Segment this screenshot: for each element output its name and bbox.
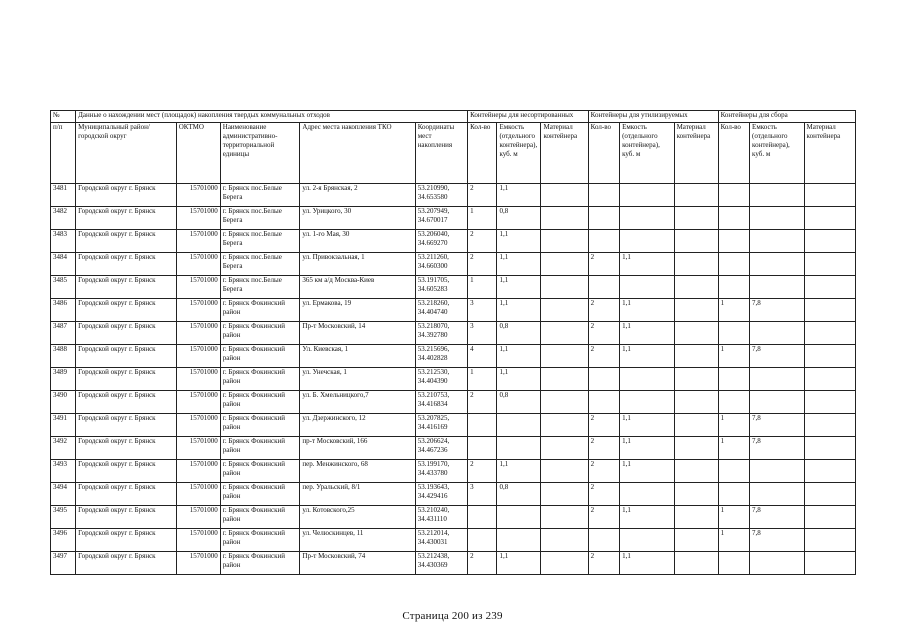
cell-unit: г. Брянск Фокинский район: [220, 437, 300, 460]
cell-collect-material: [804, 345, 855, 368]
cell-unsorted-capacity: [497, 437, 541, 460]
cell-unsorted-capacity: 0,8: [497, 207, 541, 230]
cell-unsorted-count: 2: [468, 253, 497, 276]
header-group-location: Данные о нахождении мест (площадок) накопления твердых коммунальных отходов: [76, 111, 468, 123]
cell-collect-count: [718, 460, 749, 483]
cell-unit: г. Брянск пос.Белые Берега: [220, 253, 300, 276]
cell-municipality: Городской округ г. Брянск: [76, 414, 177, 437]
cell-collect-count: [718, 483, 749, 506]
cell-coords: 53.210240, 34.431110: [415, 506, 467, 529]
cell-unsorted-capacity: 1,1: [497, 345, 541, 368]
cell-recycled-capacity: 1,1: [620, 460, 674, 483]
cell-collect-capacity: [750, 230, 804, 253]
header-row-columns: [51, 123, 856, 184]
cell-recycled-material: [674, 184, 718, 207]
cell-unsorted-capacity: [497, 529, 541, 552]
cell-collect-count: 1: [718, 437, 749, 460]
cell-oktmo: 15701000: [176, 529, 220, 552]
cell-unsorted-material: [541, 391, 588, 414]
cell-no: 3492: [51, 437, 76, 460]
cell-address: Пр-т Московский, 74: [300, 552, 415, 575]
cell-municipality: Городской округ г. Брянск: [76, 230, 177, 253]
table-row: [51, 368, 856, 391]
cell-coords: 53.193643, 34.429416: [415, 483, 467, 506]
cell-unit: г. Брянск пос.Белые Берега: [220, 230, 300, 253]
cell-unsorted-capacity: 1,1: [497, 368, 541, 391]
cell-collect-count: [718, 230, 749, 253]
cell-oktmo: 15701000: [176, 207, 220, 230]
cell-unit: г. Брянск Фокинский район: [220, 345, 300, 368]
cell-unsorted-material: [541, 207, 588, 230]
cell-municipality: Городской округ г. Брянск: [76, 368, 177, 391]
cell-unsorted-material: [541, 460, 588, 483]
cell-unsorted-capacity: 1,1: [497, 230, 541, 253]
cell-unit: г. Брянск Фокинский район: [220, 299, 300, 322]
cell-unsorted-count: 3: [468, 322, 497, 345]
cell-coords: 53.210990, 34.653580: [415, 184, 467, 207]
cell-unsorted-count: [468, 437, 497, 460]
cell-no: 3484: [51, 253, 76, 276]
table-row: [51, 483, 856, 506]
cell-unsorted-capacity: 0,8: [497, 391, 541, 414]
cell-unsorted-count: 2: [468, 460, 497, 483]
cell-recycled-count: 2: [588, 299, 619, 322]
cell-unsorted-count: [468, 414, 497, 437]
header-group-collect: Контейнеры для сбора: [718, 111, 855, 123]
cell-no: 3495: [51, 506, 76, 529]
table-row: [51, 230, 856, 253]
cell-unsorted-capacity: [497, 414, 541, 437]
cell-collect-count: [718, 207, 749, 230]
cell-recycled-capacity: [620, 207, 674, 230]
cell-address: ул. Ермакова, 19: [300, 299, 415, 322]
cell-unsorted-capacity: [497, 506, 541, 529]
cell-unsorted-capacity: 1,1: [497, 253, 541, 276]
cell-coords: 53.206624, 34.467236: [415, 437, 467, 460]
cell-unit: г. Брянск пос.Белые Берега: [220, 184, 300, 207]
cell-recycled-count: [588, 230, 619, 253]
cell-coords: 53.199170, 34.433780: [415, 460, 467, 483]
table-row: [51, 184, 856, 207]
cell-municipality: Городской округ г. Брянск: [76, 506, 177, 529]
cell-collect-count: 1: [718, 345, 749, 368]
cell-recycled-material: [674, 552, 718, 575]
table-row: [51, 207, 856, 230]
cell-unsorted-material: [541, 253, 588, 276]
cell-recycled-count: 2: [588, 437, 619, 460]
cell-unsorted-material: [541, 368, 588, 391]
header-oktmo: ОКТМО: [176, 123, 220, 184]
header-municipality: Муниципальный район/городской округ: [76, 123, 177, 184]
table-row: [51, 391, 856, 414]
cell-unsorted-capacity: 0,8: [497, 483, 541, 506]
cell-recycled-material: [674, 230, 718, 253]
cell-collect-capacity: 7,8: [750, 299, 804, 322]
cell-oktmo: 15701000: [176, 460, 220, 483]
cell-collect-capacity: 7,8: [750, 529, 804, 552]
cell-recycled-count: 2: [588, 460, 619, 483]
table-row: [51, 414, 856, 437]
cell-oktmo: 15701000: [176, 391, 220, 414]
cell-municipality: Городской округ г. Брянск: [76, 437, 177, 460]
cell-recycled-count: [588, 184, 619, 207]
cell-recycled-capacity: 1,1: [620, 506, 674, 529]
cell-oktmo: 15701000: [176, 299, 220, 322]
cell-address: ул. Челюскинцев, 11: [300, 529, 415, 552]
cell-oktmo: 15701000: [176, 414, 220, 437]
table-row: [51, 253, 856, 276]
cell-unsorted-material: [541, 529, 588, 552]
cell-address: пер. Менжинского, 68: [300, 460, 415, 483]
cell-unsorted-material: [541, 276, 588, 299]
cell-unit: г. Брянск Фокинский район: [220, 483, 300, 506]
cell-oktmo: 15701000: [176, 322, 220, 345]
cell-collect-capacity: [750, 368, 804, 391]
cell-unsorted-count: 2: [468, 391, 497, 414]
header-collect-capacity: Емкость (отдельного контейнера), куб. м: [750, 123, 804, 184]
cell-collect-material: [804, 299, 855, 322]
cell-municipality: Городской округ г. Брянск: [76, 299, 177, 322]
cell-unsorted-count: 1: [468, 276, 497, 299]
cell-address: ул. Дзержинского, 12: [300, 414, 415, 437]
cell-municipality: Городской округ г. Брянск: [76, 391, 177, 414]
cell-recycled-count: 2: [588, 552, 619, 575]
cell-unsorted-count: [468, 506, 497, 529]
cell-oktmo: 15701000: [176, 437, 220, 460]
cell-recycled-material: [674, 322, 718, 345]
cell-address: 365 км а/д Москва-Киев: [300, 276, 415, 299]
cell-oktmo: 15701000: [176, 345, 220, 368]
cell-no: 3481: [51, 184, 76, 207]
cell-no: 3483: [51, 230, 76, 253]
cell-recycled-capacity: 1,1: [620, 299, 674, 322]
cell-address: ул. Привокзальная, 1: [300, 253, 415, 276]
cell-recycled-capacity: 1,1: [620, 322, 674, 345]
cell-recycled-count: 2: [588, 345, 619, 368]
header-pp: п/п: [51, 123, 76, 184]
cell-collect-material: [804, 414, 855, 437]
cell-unit: г. Брянск пос.Белые Берега: [220, 276, 300, 299]
header-unsorted-count: Кол-во: [468, 123, 497, 184]
cell-unsorted-material: [541, 322, 588, 345]
page-number: Страница 200 из 239: [402, 610, 503, 622]
cell-recycled-material: [674, 345, 718, 368]
cell-collect-capacity: [750, 276, 804, 299]
waste-sites-table: [50, 110, 856, 575]
cell-recycled-count: 2: [588, 322, 619, 345]
cell-collect-capacity: [750, 207, 804, 230]
cell-municipality: Городской округ г. Брянск: [76, 529, 177, 552]
cell-recycled-count: [588, 207, 619, 230]
cell-collect-capacity: [750, 184, 804, 207]
header-address: Адрес места накопления ТКО: [300, 123, 415, 184]
cell-oktmo: 15701000: [176, 184, 220, 207]
cell-coords: 53.215696, 34.402828: [415, 345, 467, 368]
cell-unsorted-capacity: 1,1: [497, 276, 541, 299]
cell-collect-capacity: [750, 483, 804, 506]
cell-collect-count: [718, 184, 749, 207]
cell-recycled-capacity: 1,1: [620, 345, 674, 368]
cell-no: 3490: [51, 391, 76, 414]
cell-no: 3487: [51, 322, 76, 345]
header-collect-material: Материал контейнера: [804, 123, 855, 184]
cell-collect-material: [804, 230, 855, 253]
cell-oktmo: 15701000: [176, 230, 220, 253]
cell-collect-count: 1: [718, 299, 749, 322]
cell-oktmo: 15701000: [176, 483, 220, 506]
table-row: [51, 299, 856, 322]
cell-address: Ул. Киевская, 1: [300, 345, 415, 368]
cell-coords: 53.212438, 34.430369: [415, 552, 467, 575]
cell-collect-count: 1: [718, 529, 749, 552]
cell-unsorted-material: [541, 184, 588, 207]
cell-recycled-count: [588, 529, 619, 552]
cell-unsorted-material: [541, 299, 588, 322]
cell-unsorted-capacity: 1,1: [497, 299, 541, 322]
cell-unsorted-count: 2: [468, 230, 497, 253]
cell-address: ул. 2-я Брянская, 2: [300, 184, 415, 207]
cell-collect-count: [718, 552, 749, 575]
cell-unsorted-capacity: 1,1: [497, 460, 541, 483]
cell-unsorted-count: 4: [468, 345, 497, 368]
cell-unsorted-count: 3: [468, 483, 497, 506]
cell-recycled-material: [674, 207, 718, 230]
header-coords: Координаты мест накопления: [415, 123, 467, 184]
cell-collect-count: 1: [718, 506, 749, 529]
cell-collect-capacity: [750, 391, 804, 414]
cell-recycled-material: [674, 437, 718, 460]
cell-municipality: Городской округ г. Брянск: [76, 207, 177, 230]
cell-coords: 53.207825, 34.416169: [415, 414, 467, 437]
cell-recycled-material: [674, 391, 718, 414]
header-recycled-count: Кол-во: [588, 123, 619, 184]
cell-recycled-count: 2: [588, 506, 619, 529]
cell-unit: г. Брянск Фокинский район: [220, 552, 300, 575]
cell-collect-material: [804, 276, 855, 299]
cell-no: 3493: [51, 460, 76, 483]
cell-unsorted-count: 1: [468, 207, 497, 230]
cell-collect-material: [804, 322, 855, 345]
cell-recycled-capacity: 1,1: [620, 437, 674, 460]
cell-recycled-capacity: 1,1: [620, 253, 674, 276]
cell-unit: г. Брянск Фокинский район: [220, 506, 300, 529]
cell-municipality: Городской округ г. Брянск: [76, 253, 177, 276]
cell-unit: г. Брянск Фокинский район: [220, 460, 300, 483]
cell-recycled-material: [674, 276, 718, 299]
cell-municipality: Городской округ г. Брянск: [76, 552, 177, 575]
cell-coords: 53.218070, 34.392780: [415, 322, 467, 345]
cell-collect-capacity: 7,8: [750, 437, 804, 460]
cell-recycled-material: [674, 483, 718, 506]
cell-coords: 53.210753, 34.416834: [415, 391, 467, 414]
cell-collect-material: [804, 506, 855, 529]
cell-collect-capacity: 7,8: [750, 345, 804, 368]
cell-unsorted-count: [468, 529, 497, 552]
cell-recycled-material: [674, 368, 718, 391]
header-collect-count: Кол-во: [718, 123, 749, 184]
cell-recycled-material: [674, 253, 718, 276]
cell-no: 3489: [51, 368, 76, 391]
cell-collect-material: [804, 184, 855, 207]
header-row-groups: [51, 111, 856, 123]
cell-unit: г. Брянск Фокинский район: [220, 391, 300, 414]
cell-collect-material: [804, 529, 855, 552]
cell-collect-count: [718, 368, 749, 391]
cell-unsorted-capacity: 1,1: [497, 184, 541, 207]
cell-address: пр-т Московский, 166: [300, 437, 415, 460]
cell-recycled-capacity: 1,1: [620, 414, 674, 437]
cell-no: 3486: [51, 299, 76, 322]
cell-collect-material: [804, 483, 855, 506]
cell-municipality: Городской округ г. Брянск: [76, 276, 177, 299]
cell-recycled-capacity: [620, 276, 674, 299]
header-recycled-capacity: Емкость (отдельного контейнера), куб. м: [620, 123, 674, 184]
cell-address: ул. Б. Хмельницкого,7: [300, 391, 415, 414]
cell-unsorted-material: [541, 414, 588, 437]
cell-address: Пр-т Московский, 14: [300, 322, 415, 345]
cell-municipality: Городской округ г. Брянск: [76, 483, 177, 506]
cell-unsorted-count: 2: [468, 184, 497, 207]
cell-no: 3491: [51, 414, 76, 437]
cell-unsorted-capacity: 1,1: [497, 552, 541, 575]
cell-recycled-capacity: [620, 184, 674, 207]
cell-address: ул. Урицкого, 30: [300, 207, 415, 230]
cell-collect-count: [718, 391, 749, 414]
cell-recycled-material: [674, 506, 718, 529]
header-unit: Наименование административно-территориальной единицы: [220, 123, 300, 184]
cell-collect-count: [718, 276, 749, 299]
cell-collect-capacity: [750, 253, 804, 276]
cell-recycled-count: [588, 391, 619, 414]
cell-recycled-material: [674, 460, 718, 483]
cell-collect-count: [718, 253, 749, 276]
cell-municipality: Городской округ г. Брянск: [76, 184, 177, 207]
cell-unit: г. Брянск Фокинский район: [220, 529, 300, 552]
cell-oktmo: 15701000: [176, 368, 220, 391]
cell-collect-material: [804, 552, 855, 575]
cell-address: ул. 1-го Мая, 30: [300, 230, 415, 253]
cell-oktmo: 15701000: [176, 506, 220, 529]
cell-unsorted-material: [541, 506, 588, 529]
cell-unsorted-count: 1: [468, 368, 497, 391]
cell-recycled-material: [674, 414, 718, 437]
cell-recycled-count: 2: [588, 483, 619, 506]
cell-unsorted-count: 3: [468, 299, 497, 322]
cell-collect-material: [804, 391, 855, 414]
document-sheet: [50, 110, 856, 575]
cell-coords: 53.212014, 34.430031: [415, 529, 467, 552]
cell-unit: г. Брянск Фокинский район: [220, 414, 300, 437]
cell-recycled-capacity: [620, 368, 674, 391]
cell-unsorted-capacity: 0,8: [497, 322, 541, 345]
cell-recycled-count: [588, 276, 619, 299]
cell-unsorted-material: [541, 437, 588, 460]
cell-oktmo: 15701000: [176, 276, 220, 299]
header-unsorted-capacity: Емкость (отдельного контейнера), куб. м: [497, 123, 541, 184]
cell-collect-material: [804, 253, 855, 276]
cell-no: 3497: [51, 552, 76, 575]
cell-collect-material: [804, 207, 855, 230]
cell-recycled-capacity: [620, 529, 674, 552]
cell-unsorted-count: 2: [468, 552, 497, 575]
cell-municipality: Городской округ г. Брянск: [76, 345, 177, 368]
cell-coords: 53.218260, 34.404740: [415, 299, 467, 322]
cell-recycled-material: [674, 529, 718, 552]
cell-unit: г. Брянск пос.Белые Берега: [220, 207, 300, 230]
cell-collect-capacity: [750, 552, 804, 575]
cell-unit: г. Брянск Фокинский район: [220, 322, 300, 345]
cell-address: ул. Унечская, 1: [300, 368, 415, 391]
cell-recycled-capacity: [620, 230, 674, 253]
cell-recycled-capacity: [620, 483, 674, 506]
table-row: [51, 552, 856, 575]
cell-no: 3488: [51, 345, 76, 368]
cell-recycled-count: [588, 368, 619, 391]
cell-oktmo: 15701000: [176, 253, 220, 276]
header-recycled-material: Материал контейнера: [674, 123, 718, 184]
cell-municipality: Городской округ г. Брянск: [76, 322, 177, 345]
table-row: [51, 437, 856, 460]
cell-unsorted-material: [541, 230, 588, 253]
header-unsorted-material: Материал контейнера: [541, 123, 588, 184]
cell-collect-capacity: 7,8: [750, 414, 804, 437]
cell-unsorted-material: [541, 483, 588, 506]
cell-recycled-capacity: 1,1: [620, 552, 674, 575]
cell-recycled-material: [674, 299, 718, 322]
cell-collect-capacity: 7,8: [750, 506, 804, 529]
cell-coords: 53.191705, 34.605283: [415, 276, 467, 299]
header-group-unsorted: Контейнеры для несортированных: [468, 111, 589, 123]
table-row: [51, 506, 856, 529]
cell-recycled-capacity: [620, 391, 674, 414]
cell-recycled-count: 2: [588, 253, 619, 276]
cell-municipality: Городской округ г. Брянск: [76, 460, 177, 483]
cell-coords: 53.211260, 34.660300: [415, 253, 467, 276]
cell-no: 3485: [51, 276, 76, 299]
cell-unit: г. Брянск Фокинский район: [220, 368, 300, 391]
table-body: [51, 184, 856, 575]
cell-collect-count: 1: [718, 414, 749, 437]
table-row: [51, 529, 856, 552]
cell-unsorted-material: [541, 552, 588, 575]
cell-collect-material: [804, 460, 855, 483]
cell-no: 3494: [51, 483, 76, 506]
cell-recycled-count: 2: [588, 414, 619, 437]
cell-address: пер. Уральский, 8/1: [300, 483, 415, 506]
header-group-recycled: Контейнеры для утилизируемых: [588, 111, 718, 123]
table-row: [51, 276, 856, 299]
cell-oktmo: 15701000: [176, 552, 220, 575]
table-row: [51, 460, 856, 483]
cell-collect-material: [804, 368, 855, 391]
cell-no: 3496: [51, 529, 76, 552]
table-row: [51, 322, 856, 345]
cell-coords: 53.207949, 34.670017: [415, 207, 467, 230]
cell-address: ул. Котовского,25: [300, 506, 415, 529]
cell-collect-material: [804, 437, 855, 460]
cell-coords: 53.212530, 34.404390: [415, 368, 467, 391]
cell-collect-capacity: [750, 322, 804, 345]
cell-unsorted-material: [541, 345, 588, 368]
cell-no: 3482: [51, 207, 76, 230]
table-row: [51, 345, 856, 368]
cell-collect-count: [718, 322, 749, 345]
header-no: №: [51, 111, 76, 123]
cell-coords: 53.206040, 34.669270: [415, 230, 467, 253]
cell-collect-capacity: [750, 460, 804, 483]
